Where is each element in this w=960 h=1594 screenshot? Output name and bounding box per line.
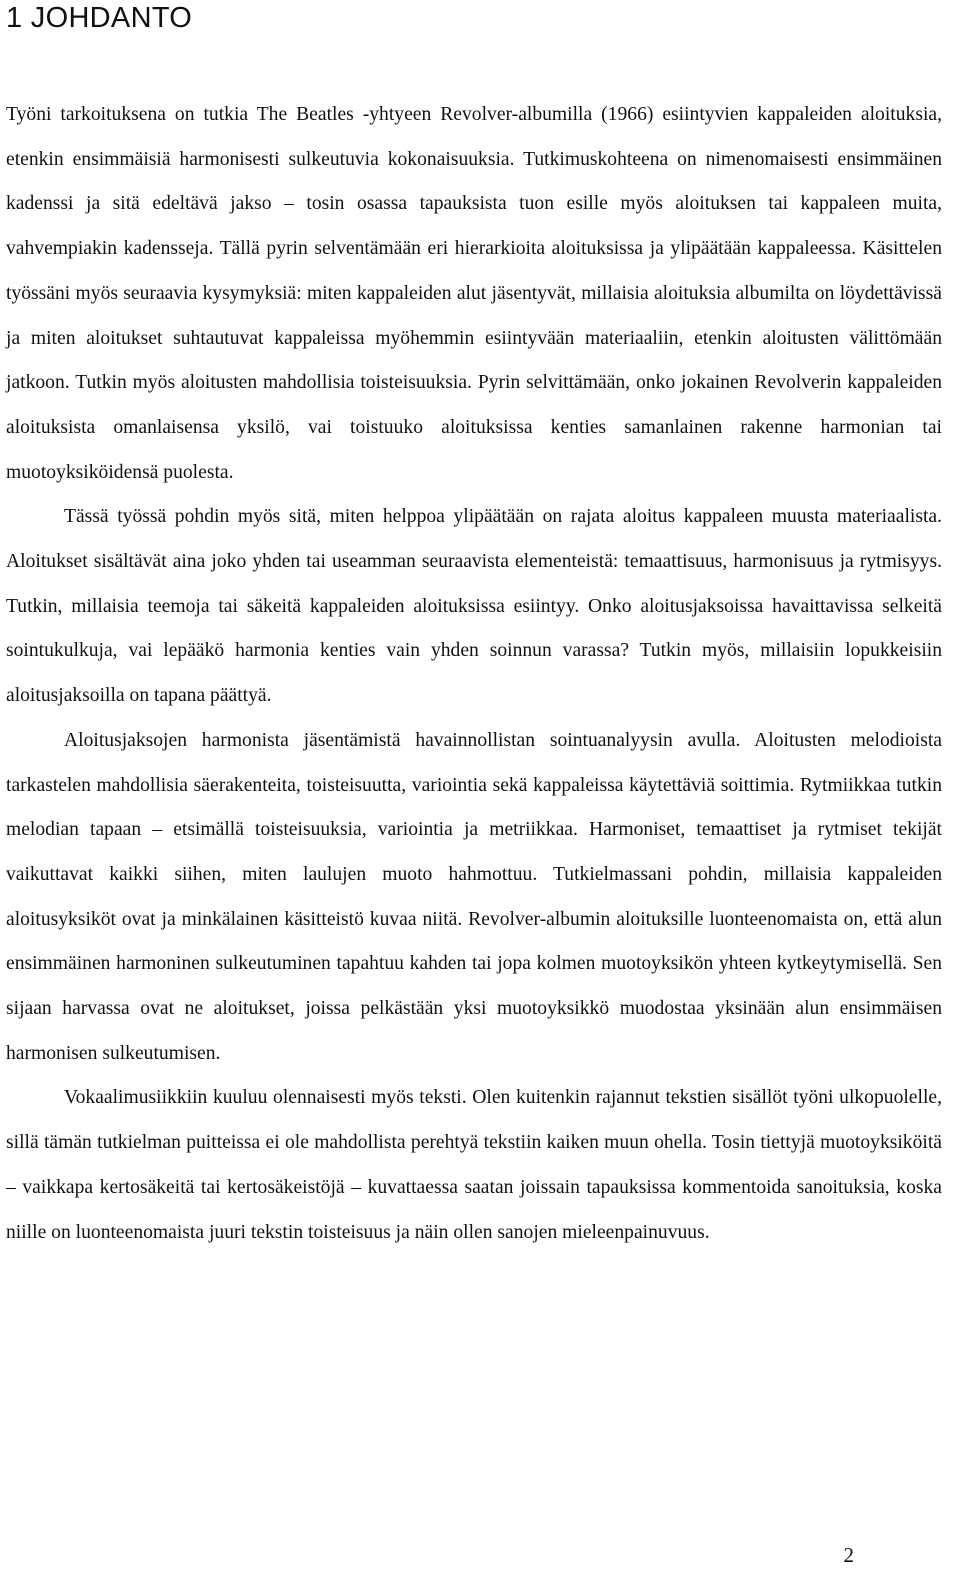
page-number: 2 [843, 1543, 854, 1567]
paragraph-1: Työni tarkoituksena on tutkia The Beatles -yhtyeen Revolver-albumilla (1966) esiintyvien kappaleiden aloituksia, etenkin ensimmäisiä harmonisesti sulkeutuvia kokonaisuuksia. Tutkimuskohteena on nimenomaisesti ensimmäinen kadenssi ja sitä edeltävä jakso – tosin osassa tapauksista tuon esille myös aloituksen tai kappaleen muita, vahvempiakin kadensseja. Tällä pyrin selventämään eri hierarkioita aloituksissa ja ylipäätään kappaleessa. Käsittelen työssäni myös seuraavia kysymyksiä: miten kappaleiden alut jäsentyvät, millaisia aloituksia albumilta on löydettävissä ja miten aloitukset suhtautuvat kappaleissa myöhemmin esiintyvään materiaaliin, etenkin aloitusten välittömään jatkoon. Tutkin myös aloitusten mahdollisia toisteisuuksia. Pyrin selvittämään, onko jokainen Revolverin kappaleiden aloituksista omanlaisensa yksilö, vai toistuuko aloituksissa kenties samanlainen rakenne harmonian tai muotoyksiköidensä puolesta. [6, 104, 942, 483]
body-text [6, 93, 942, 1255]
paragraph-4: Vokaalimusiikkiin kuuluu olennaisesti myös teksti. Olen kuitenkin rajannut tekstien sisällöt työni ulkopuolelle, sillä tämän tutkielman puitteissa ei ole mahdollista perehtyä tekstiin kaiken muun ohella. Tosin tiettyjä muotoyksiköitä – vaikkapa kertosäkeitä tai kertosäkeistöjä – kuvattaessa saatan joissain tapauksissa kommentoida sanoituksia, koska niille on luonteenomaista juuri tekstin toisteisuus ja näin ollen sanojen mieleenpainuvuus. [6, 1087, 942, 1243]
paragraph-3: Aloitusjaksojen harmonista jäsentämistä havainnollistan sointuanalyysin avulla. Aloitusten melodioista tarkastelen mahdollisia säerakenteita, toisteisuutta, variointia sekä kappaleissa käytettäviä soittimia. Rytmiikkaa tutkin melodian tapaan – etsimällä toisteisuuksia, variointia ja metriikkaa. Harmoniset, temaattiset ja rytmiset tekijät vaikuttavat kaikki siihen, miten laulujen muoto hahmottuu. Tutkielmassani pohdin, millaisia kappaleiden aloitusyksiköt ovat ja minkälainen käsitteistö kuvaa niitä. Revolver-albumin aloituksille luonteenomaista on, että alun ensimmäinen harmoninen sulkeutuminen tapahtuu kahden tai jopa kolmen muotoyksikön yhteen kytkeytymisellä. Sen sijaan harvassa ovat ne aloitukset, joissa pelkästään yksi muotoyksikkö muodostaa yksinään alun ensimmäisen harmonisen sulkeutumisen. [6, 729, 942, 1064]
paragraph-2: Tässä työssä pohdin myös sitä, miten helppoa ylipäätään on rajata aloitus kappaleen muusta materiaalista. Aloitukset sisältävät aina joko yhden tai useamman seuraavista elementeistä: temaattisuus, harmonisuus ja rytmisyys. Tutkin, millaisia teemoja tai säkeitä kappaleiden aloituksissa esiintyy. Onko aloitusjaksoissa havaittavissa selkeitä sointukulkuja, vai lepääkö harmonia kenties vain yhden soinnun varassa? Tutkin myös, millaisiin lopukkeisiin aloitusjaksoilla on tapana päättyä. [6, 506, 942, 707]
chapter-heading: 1 JOHDANTO [6, 2, 193, 34]
